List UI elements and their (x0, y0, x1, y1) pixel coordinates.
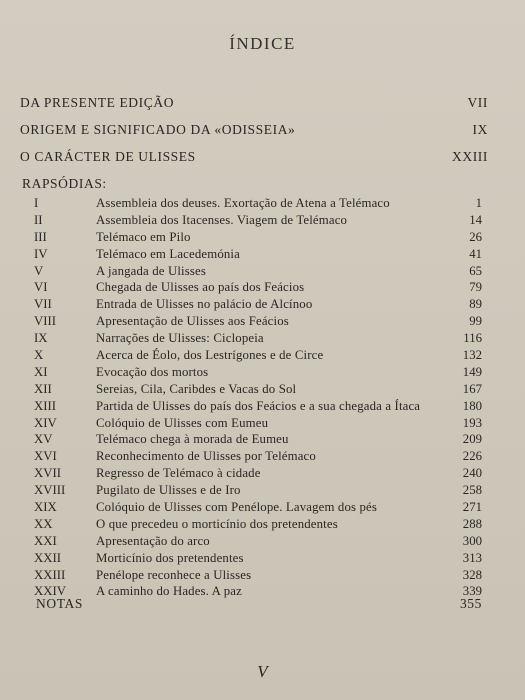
entry-number: XXII (34, 550, 62, 565)
entry-page: 226 (462, 449, 482, 464)
entry-title: A caminho do Hades. A paz (96, 584, 242, 599)
entry-number: VI (34, 280, 48, 295)
toc-entry (34, 330, 482, 347)
entry-page: 339 (462, 584, 482, 599)
entry-label: DA PRESENTE EDIÇÃO (20, 95, 175, 110)
entry-page: 180 (462, 398, 482, 413)
entry-page: 26 (469, 229, 482, 244)
toc-entry (34, 212, 482, 229)
entry-title: Colóquio de Ulisses com Penélope. Lavagem dos pés (96, 500, 378, 515)
entry-title: Partida de Ulisses do país dos Feácios e a sua chegada a Ítaca (96, 398, 421, 413)
entry-title: Reconhecimento de Ulisses por Telémaco (96, 449, 316, 464)
rapsodias-list (34, 195, 482, 600)
toc-entry (34, 448, 482, 465)
toc-entry (34, 347, 482, 364)
entry-title: Telémaco em Pilo (96, 229, 191, 244)
toc-entry (34, 398, 482, 415)
entry-number: VIII (34, 314, 57, 329)
entry-page: 355 (459, 596, 482, 611)
entry-title: Assembleia dos deuses. Exortação de Atena a Telémaco (96, 196, 390, 210)
toc-entry (34, 533, 482, 550)
entry-title: Assembleia dos Itacenses. Viagem de Telémaco (96, 212, 348, 227)
entry-label: NOTAS (36, 596, 83, 611)
entry-number: XVIII (34, 483, 66, 498)
entry-title: Pugilato de Ulisses e de Iro (96, 483, 241, 498)
entry-page: 1 (475, 196, 482, 210)
entry-number: XVI (34, 449, 57, 464)
entry-number: VII (34, 297, 52, 312)
entry-number: XI (34, 364, 48, 379)
entry-title: A jangada de Ulisses (96, 263, 206, 278)
rapsodias-heading: RAPSÓDIAS: (22, 176, 107, 191)
entry-title: Entrada de Ulisses no palácio de Alcínoo (96, 297, 313, 312)
entry-number: III (34, 229, 47, 244)
page-number: V (257, 662, 268, 681)
toc-entry (34, 263, 482, 280)
toc-entry (34, 482, 482, 499)
entry-number: XVII (34, 466, 62, 481)
entry-number: XXI (34, 533, 57, 548)
toc-entry (34, 465, 482, 482)
toc-entry (34, 246, 482, 263)
entry-title: Colóquio de Ulisses com Eumeu (96, 415, 269, 430)
entry-page: IX (472, 122, 488, 137)
entry-number: XIV (34, 415, 57, 430)
toc-entry (34, 550, 482, 567)
toc-entry (34, 567, 482, 584)
entry-title: Apresentação do arco (96, 533, 210, 548)
entry-page: 209 (462, 432, 482, 447)
entry-page: 271 (462, 500, 482, 515)
toc-entry (34, 313, 482, 330)
toc-entry (34, 516, 482, 533)
entry-page: 149 (462, 364, 482, 379)
entry-title: Telémaco em Lacedemónia (96, 246, 240, 261)
entry-title: Acerca de Éolo, dos Lestrígones e de Circe (96, 348, 324, 363)
entry-page: 288 (462, 516, 482, 531)
toc-entry (34, 381, 482, 398)
entry-page: 99 (469, 314, 482, 329)
entry-number: XV (34, 432, 53, 447)
entry-title: Apresentação de Ulisses aos Feácios (96, 314, 289, 329)
entry-label: O CARÁCTER DE ULISSES (20, 149, 196, 164)
entry-number: IV (34, 246, 48, 261)
entry-title: Telémaco chega à morada de Eumeu (96, 432, 289, 447)
entry-title: Regresso de Telémaco à cidade (96, 466, 261, 481)
entry-title: Chegada de Ulisses ao país dos Feácios (96, 280, 305, 295)
entry-page: 240 (462, 466, 482, 481)
entry-number: XII (34, 381, 52, 396)
entry-number: IX (34, 331, 48, 346)
toc-entry (34, 296, 482, 313)
entry-title: Narrações de Ulisses: Ciclopeia (96, 331, 264, 346)
toc-entry (34, 195, 482, 212)
toc-entry (34, 229, 482, 246)
toc-entry (34, 364, 482, 381)
toc-entry (34, 415, 482, 432)
entry-number: XIX (34, 500, 57, 515)
page-title: ÍNDICE (229, 34, 296, 53)
toc-entry (34, 583, 482, 600)
entry-number: XX (34, 516, 53, 531)
entry-title: Evocação dos mortos (96, 364, 209, 379)
toc-entry (34, 499, 482, 516)
entry-number: XXIV (34, 584, 66, 599)
entry-label: ORIGEM E SIGNIFICADO DA «ODISSEIA» (20, 122, 296, 137)
toc-entry (34, 279, 482, 296)
entry-page: XXIII (452, 149, 488, 164)
entry-title: Penélope reconhece a Ulisses (96, 567, 252, 582)
entry-title: Morticínio dos pretendentes (96, 550, 244, 565)
entry-page: VII (467, 95, 488, 110)
entry-page: 65 (469, 263, 482, 278)
entry-number: XIII (34, 398, 57, 413)
entry-number: II (34, 212, 43, 227)
entry-page: 89 (469, 297, 482, 312)
entry-page: 328 (462, 567, 482, 582)
entry-number: XXIII (34, 567, 66, 582)
entry-page: 14 (469, 212, 482, 227)
entry-page: 193 (462, 415, 482, 430)
entry-number: X (34, 348, 44, 363)
entry-page: 79 (469, 280, 482, 295)
entry-page: 132 (462, 348, 482, 363)
entry-page: 313 (462, 550, 482, 565)
toc-entry (34, 431, 482, 448)
entry-page: 300 (462, 533, 482, 548)
entry-title: O que precedeu o morticínio dos pretendentes (96, 516, 338, 531)
entry-page: 116 (463, 331, 482, 346)
entry-title: Sereias, Cila, Caribdes e Vacas do Sol (96, 381, 297, 396)
entry-page: 167 (462, 381, 482, 396)
entry-page: 41 (469, 246, 482, 261)
entry-number: I (34, 196, 39, 210)
entry-page: 258 (462, 483, 482, 498)
entry-number: V (34, 263, 44, 278)
